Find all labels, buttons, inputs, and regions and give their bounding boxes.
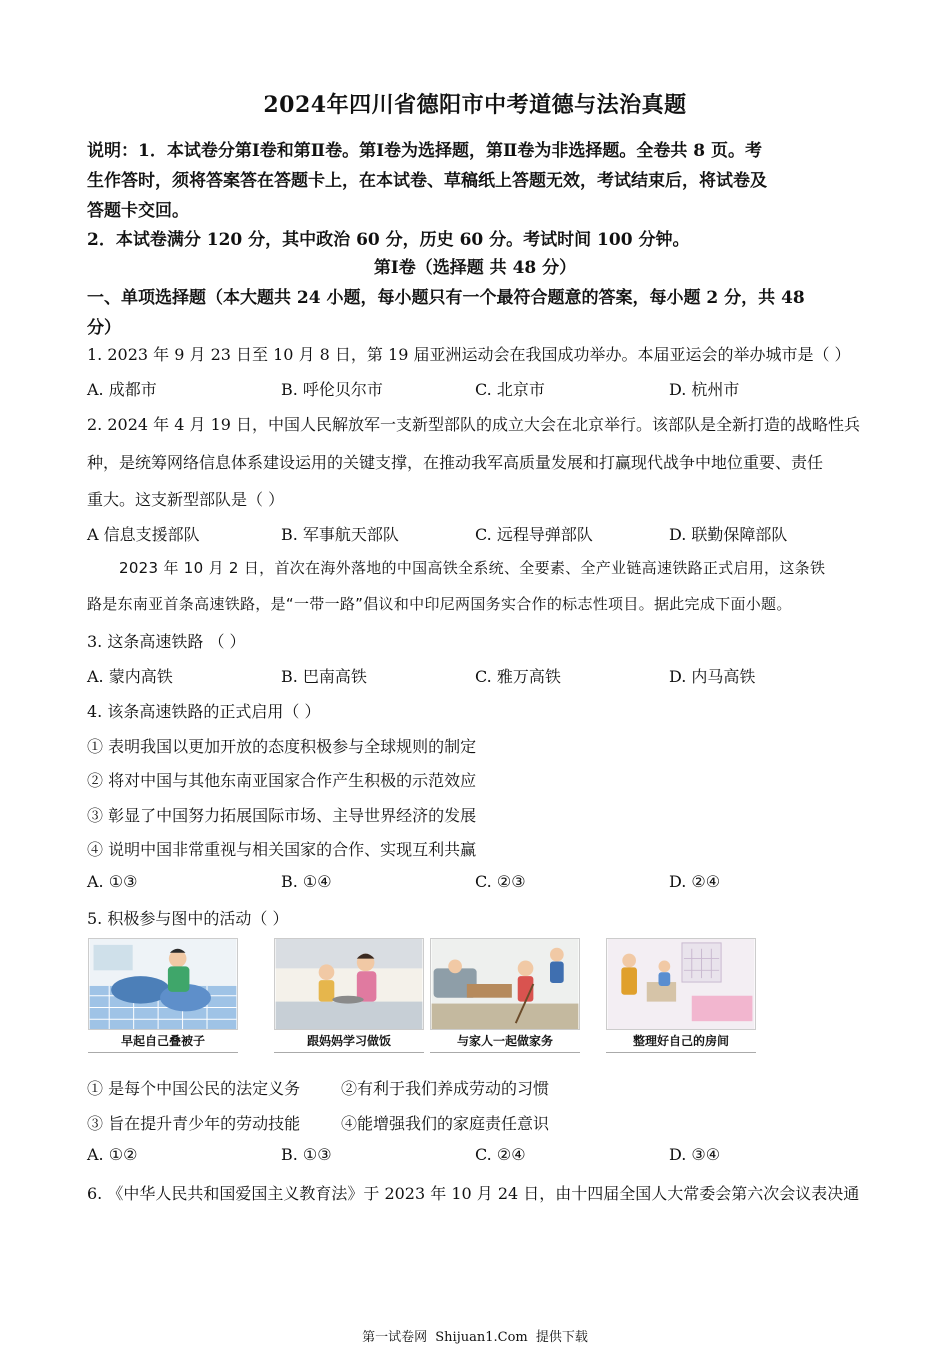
- q5-option-d[interactable]: D. ③④: [669, 1145, 721, 1164]
- q4-item-1: ① 表明我国以更加开放的态度积极参与全球规则的制定: [87, 737, 477, 756]
- caption-underline: [606, 1052, 756, 1053]
- q3-option-d[interactable]: D. 内马高铁: [669, 667, 756, 686]
- q5-items-row-2: [87, 1111, 550, 1134]
- q3-options: [87, 664, 867, 686]
- q5-option-a[interactable]: A. ①②: [87, 1145, 138, 1164]
- caption-housework: 与家人一起做家务: [456, 1034, 553, 1048]
- q5-option-c[interactable]: C. ②④: [475, 1145, 526, 1164]
- q5-item-1: ① 是每个中国公民的法定义务: [87, 1079, 301, 1098]
- picture-housework: [430, 938, 580, 1056]
- picture-tidy-room: [606, 938, 756, 1056]
- q2-option-c[interactable]: C. 远程导弹部队: [475, 525, 593, 544]
- q4-stem: 4. 该条高速铁路的正式启用（ ）: [87, 702, 321, 721]
- q3-option-b[interactable]: B. 巴南高铁: [281, 667, 367, 686]
- page-footer: 第一试卷网 Shijuan1.Com 提供下载: [362, 1330, 588, 1345]
- q1-stem: 1. 2023 年 9 月 23 日至 10 月 8 日，第 19 届亚洲运动会在我国成功举办。本届亚运会的举办城市是（ ）: [87, 345, 851, 364]
- notes-line-2: 生作答时，须将答案答在答题卡上，在本试卷、草稿纸上答题无效，考试结束后，将试卷及: [87, 171, 767, 191]
- q4-option-b[interactable]: B. ①④: [281, 872, 332, 891]
- q5-item-2: ②有利于我们养成劳动的习惯: [341, 1079, 550, 1098]
- fold-quilt-illustration: [88, 938, 238, 1030]
- part1-heading-line-2: 分）: [87, 318, 121, 338]
- caption-underline: [88, 1052, 238, 1053]
- q5-item-4: ④能增强我们的家庭责任意识: [341, 1114, 550, 1133]
- cooking-illustration: [274, 938, 424, 1030]
- caption-fold-quilt: 早起自己叠被子: [120, 1034, 205, 1048]
- q6-stem: 6. 《中华人民共和国爱国主义教育法》于 2023 年 10 月 24 日，由十四届全国人大常委会第六次会议表决通: [87, 1184, 860, 1203]
- material-line-2: 路是东南亚首条高速铁路，是“一带一路”倡议和中印尼两国务实合作的标志性项目。据此完成下面小题。: [87, 595, 792, 613]
- q2-stem-line-2: 种，是统筹网络信息体系建设运用的关键支撑，在推动我军高质量发展和打赢现代战争中地位重要、责任: [87, 453, 824, 472]
- q5-items-row-1: [87, 1076, 550, 1099]
- picture-cook-with-mom: [274, 938, 424, 1056]
- notes-line-4: 2．本试卷满分 120 分，其中政治 60 分，历史 60 分。考试时间 100 分钟。: [87, 230, 690, 250]
- section-title: 第Ⅰ卷（选择题 共 48 分）: [373, 258, 577, 278]
- picture-fold-quilt: [88, 938, 238, 1056]
- q2-stem-line-1: 2. 2024 年 4 月 19 日，中国人民解放军一支新型部队的成立大会在北京举行。该部队是全新打造的战略性兵: [87, 415, 861, 434]
- q5-item-3: ③ 旨在提升青少年的劳动技能: [87, 1114, 301, 1133]
- q1-option-a[interactable]: A. 成都市: [87, 380, 157, 399]
- q1-options: [87, 377, 867, 399]
- notes-line-3: 答题卡交回。: [87, 201, 189, 221]
- q2-option-a[interactable]: A 信息支援部队: [87, 525, 200, 544]
- q1-option-c[interactable]: C. 北京市: [475, 380, 545, 399]
- part1-heading-line-1: 一、单项选择题（本大题共 24 小题，每小题只有一个最符合题意的答案，每小题 2 分，共 48: [87, 288, 805, 308]
- q3-option-a[interactable]: A. 蒙内高铁: [87, 667, 173, 686]
- q3-stem: 3. 这条高速铁路 （ ）: [87, 632, 246, 651]
- q5-stem: 5. 积极参与图中的活动（ ）: [87, 909, 289, 928]
- q5-options: [87, 1145, 867, 1167]
- q4-item-4: ④ 说明中国非常重视与相关国家的合作、实现互利共赢: [87, 840, 477, 859]
- q4-option-d[interactable]: D. ②④: [669, 872, 721, 891]
- q2-options: [87, 522, 867, 544]
- q2-stem-line-3: 重大。这支新型部队是（ ）: [87, 490, 285, 509]
- q4-item-3: ③ 彰显了中国努力拓展国际市场、主导世界经济的发展: [87, 806, 477, 825]
- q4-option-a[interactable]: A. ①③: [87, 872, 138, 891]
- caption-cook-with-mom: 跟妈妈学习做饭: [306, 1034, 391, 1048]
- notes-line-1: 说明：1．本试卷分第Ⅰ卷和第Ⅱ卷。第Ⅰ卷为选择题，第Ⅱ卷为非选择题。全卷共 8 页。考: [87, 141, 763, 161]
- tidy-room-illustration: [606, 938, 756, 1030]
- q5-option-b[interactable]: B. ①③: [281, 1145, 332, 1164]
- q4-options: [87, 872, 867, 894]
- q1-option-d[interactable]: D. 杭州市: [669, 380, 740, 399]
- page-title: 2024年四川省德阳市中考道德与法治真题: [263, 92, 687, 118]
- q5-illustrations: [86, 938, 746, 1056]
- caption-underline: [274, 1052, 424, 1053]
- q3-option-c[interactable]: C. 雅万高铁: [475, 667, 561, 686]
- q1-option-b[interactable]: B. 呼伦贝尔市: [281, 380, 383, 399]
- housework-illustration: [430, 938, 580, 1030]
- q2-option-d[interactable]: D. 联勤保障部队: [669, 525, 788, 544]
- material-line-1: 2023 年 10 月 2 日，首次在海外落地的中国高铁全系统、全要素、全产业链高速铁路正式启用，这条铁: [119, 559, 826, 577]
- q4-option-c[interactable]: C. ②③: [475, 872, 526, 891]
- caption-tidy-room: 整理好自己的房间: [632, 1034, 729, 1048]
- q4-item-2: ② 将对中国与其他东南亚国家合作产生积极的示范效应: [87, 771, 477, 790]
- q2-option-b[interactable]: B. 军事航天部队: [281, 525, 399, 544]
- caption-underline: [430, 1052, 580, 1053]
